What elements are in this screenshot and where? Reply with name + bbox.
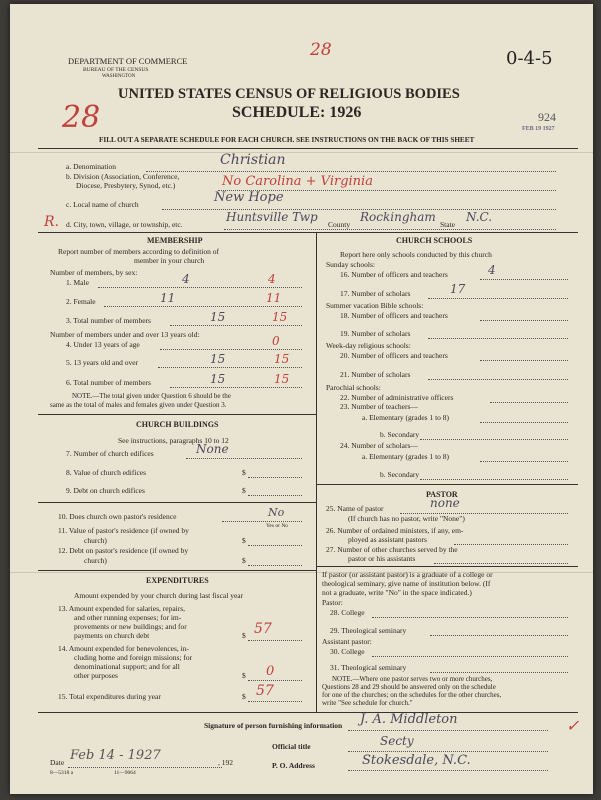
sunday-label: Sunday schools: — [326, 260, 375, 269]
q6-label: 6. Total number of members — [66, 378, 151, 387]
q23-label: 23. Number of teachers— — [340, 402, 418, 411]
by-sex-label: Number of members, by sex: — [50, 268, 138, 277]
q25-value: none — [430, 496, 460, 510]
expenditures-heading: EXPENDITURES — [146, 576, 209, 585]
q3-value: 15 — [210, 310, 226, 324]
division-value: No Carolina + Virginia — [222, 174, 373, 189]
membership-sub1: Report number of members according to definition of — [58, 247, 219, 256]
q2-value-2: 11 — [266, 291, 282, 305]
pastor-note-4: write "See schedule for church." — [322, 699, 413, 707]
q6-value-2: 15 — [274, 372, 290, 386]
age-label: Number of members under and over 13 years old: — [50, 330, 200, 339]
denomination-value: Christian — [220, 152, 286, 168]
membership-sub2: member in your church — [134, 256, 205, 265]
membership-heading: MEMBERSHIP — [147, 236, 203, 245]
q27-label: 27. Number of other churches served by the — [326, 545, 458, 554]
q17-label: 17. Number of scholars — [340, 289, 411, 298]
state-value: N.C. — [466, 210, 493, 224]
q15-value: 57 — [256, 683, 274, 699]
date-label: Date — [50, 758, 65, 767]
q8-label: 8. Value of church edifices — [66, 468, 147, 477]
local-name-value: New Hope — [214, 190, 284, 205]
graduate-line-2: theological seminary, give name of institution below. (If — [322, 579, 491, 588]
left-margin-mark: R. — [44, 214, 59, 230]
q13-label-4: payments on church debt — [74, 631, 150, 640]
stamp-number: 924 — [538, 110, 556, 124]
department-label: DEPARTMENT OF COMMERCE — [68, 56, 188, 66]
instruction-line: FILL OUT A SEPARATE SCHEDULE FOR EACH CHURCH. SEE INSTRUCTIONS ON THE BACK OF THIS SHEET — [99, 136, 475, 144]
q5-value-2: 15 — [274, 352, 290, 366]
q13-label-3: provements or new buildings; and for — [74, 622, 187, 631]
q4-value: 0 — [272, 334, 280, 348]
q1-value-2: 4 — [268, 272, 276, 286]
weekday-label: Week-day religious schools: — [326, 341, 411, 350]
q18-label: 18. Number of officers and teachers — [340, 311, 448, 320]
q16-label: 16. Number of officers and teachers — [340, 270, 448, 279]
q22-label: 22. Number of administrative officers — [340, 393, 454, 402]
q13-label: 13. Amount expended for salaries, repairs, — [58, 604, 186, 613]
q8-dollar: $ — [242, 468, 246, 477]
expenditures-sub: Amount expended by your church during last fiscal year — [74, 591, 244, 600]
q5-value: 15 — [210, 352, 226, 366]
q15-label: 15. Total expenditures during year — [58, 692, 161, 701]
official-title-label: Official title — [272, 742, 311, 751]
top-right-code: 0-4-5 — [506, 48, 553, 69]
q14-label-3: denominational support; and for all — [74, 662, 180, 671]
form-code: 8—5318 a — [50, 770, 74, 776]
address-value: Stokesdale, N.C. — [362, 753, 471, 768]
q11-label: 11. Value of pastor's residence (if owned by — [58, 526, 189, 535]
q31-label: 31. Theological seminary — [330, 663, 407, 672]
denomination-label: a. Denomination — [66, 162, 116, 171]
q11-label-2: church) — [84, 536, 107, 545]
census-schedule-page — [10, 4, 593, 794]
q12-dollar: $ — [242, 556, 246, 565]
official-title-value: Secty — [380, 734, 414, 748]
form-code-2: 11—9064 — [114, 770, 136, 776]
membership-note-2: same as the total of males and females given under Question 3. — [50, 401, 227, 409]
q14-label-2: cluding home and foreign missions; for — [74, 653, 193, 662]
county-value: Rockingham — [360, 210, 436, 224]
form-title: UNITED STATES CENSUS OF RELIGIOUS BODIES — [118, 86, 460, 102]
membership-note-1: NOTE.—The total given under Question 6 should be the — [72, 392, 231, 400]
division-label: b. Division (Association, Conference, — [66, 172, 180, 181]
left-large-number: 28 — [62, 100, 101, 135]
graduate-line-1: If pastor (or assistant pastor) is a graduate of a college or — [322, 570, 493, 579]
q12-label-2: church) — [84, 556, 107, 565]
q13-value: 57 — [254, 621, 272, 637]
q3-value-2: 15 — [272, 310, 288, 324]
q2-value: 11 — [160, 291, 176, 305]
q17-value: 17 — [450, 282, 466, 296]
q13-dollar: $ — [242, 631, 246, 640]
pastor-label: Pastor: — [322, 598, 343, 607]
state-label: State — [440, 220, 455, 229]
q3-label: 3. Total number of members — [66, 316, 151, 325]
q23b-label: b. Secondary — [380, 430, 420, 439]
schools-heading: CHURCH SCHOOLS — [396, 236, 473, 245]
q20-label: 20. Number of officers and teachers — [340, 351, 448, 360]
q25-label: 25. Name of pastor — [326, 504, 384, 513]
division-label-2: Diocese, Presbytery, Synod, etc.) — [76, 181, 176, 190]
q24a-label: a. Elementary (grades 1 to 8) — [362, 452, 450, 461]
q5-label: 5. 13 years old and over — [66, 358, 139, 367]
signature-label: Signature of person furnishing information — [204, 721, 343, 730]
date-value: Feb 14 - 1927 — [70, 748, 161, 763]
schedule-title: SCHEDULE: 1926 — [232, 104, 362, 121]
parochial-label: Parochial schools: — [326, 383, 381, 392]
pastor-note-1: NOTE.—Where one pastor serves two or more churches, — [332, 675, 493, 683]
q28-label: 28. College — [330, 608, 365, 617]
q9-dollar: $ — [242, 486, 246, 495]
q1-value: 4 — [182, 272, 190, 286]
q10-value: No — [268, 506, 285, 519]
date-suffix: , 192 — [218, 758, 233, 767]
q29-label: 29. Theological seminary — [330, 626, 407, 635]
q7-label: 7. Number of church edifices — [66, 449, 154, 458]
q11-dollar: $ — [242, 536, 246, 545]
assistant-label: Assistant pastor: — [322, 637, 372, 646]
q14-dollar: $ — [242, 671, 246, 680]
q24-label: 24. Number of scholars— — [340, 441, 418, 450]
schools-sub: Report here only schools conducted by this church — [340, 250, 492, 259]
q14-label: 14. Amount expended for benevolences, in- — [58, 644, 190, 653]
q2-label: 2. Female — [66, 297, 96, 306]
q25-hint: (If church has no pastor, write "None") — [348, 514, 465, 523]
summer-label: Summer vacation Bible schools: — [326, 301, 424, 310]
buildings-heading: CHURCH BUILDINGS — [136, 420, 219, 429]
local-name-label: c. Local name of church — [66, 200, 139, 209]
q9-label: 9. Debt on church edifices — [66, 486, 145, 495]
q10-hint: Yes or No — [266, 523, 289, 529]
signature-value: J. A. Middleton — [360, 712, 458, 727]
q15-dollar: $ — [242, 692, 246, 701]
bureau-label: BUREAU OF THE CENSUS — [83, 67, 149, 73]
q23a-label: a. Elementary (grades 1 to 8) — [362, 413, 450, 422]
q26-label: 26. Number of ordained ministers, if any, em- — [326, 526, 464, 535]
q6-value: 15 — [210, 372, 226, 386]
county-label: County — [328, 220, 351, 229]
q24b-label: b. Secondary — [380, 470, 420, 479]
pastor-heading: PASTOR — [426, 490, 458, 499]
q7-value: None — [196, 442, 229, 456]
q19-label: 19. Number of scholars — [340, 329, 411, 338]
address-label: P. O. Address — [272, 761, 315, 770]
q16-value: 4 — [488, 263, 496, 277]
buildings-sub: See instructions, paragraphs 10 to 12 — [118, 436, 229, 445]
city-label: WASHINGTON — [102, 74, 136, 79]
pastor-note-3: for one of the churches; on the schedules for the other churches, — [322, 691, 502, 699]
pastor-note-2: Questions 28 and 29 should be answered only on the schedule — [322, 683, 496, 691]
top-center-number: 28 — [310, 40, 332, 60]
q4-label: 4. Under 13 years of age — [66, 340, 140, 349]
q21-label: 21. Number of scholars — [340, 370, 411, 379]
q26-label-2: ployed as assistant pastors — [348, 535, 427, 544]
q14-value: 0 — [266, 664, 275, 679]
q1-label: 1. Male — [66, 278, 89, 287]
township-value: Huntsville Twp — [226, 210, 318, 224]
q30-label: 30. College — [330, 647, 365, 656]
city-township-label: d. City, town, village, or township, etc. — [66, 220, 183, 229]
check-mark: ✓ — [566, 716, 580, 735]
q13-label-2: and other running expenses; for im- — [74, 613, 182, 622]
stamp-date: FEB 19 1927 — [522, 126, 555, 132]
q27-label-2: pastor or his assistants — [348, 554, 416, 563]
q14-label-4: other purposes — [74, 671, 118, 680]
q12-label: 12. Debt on pastor's residence (if owned by — [58, 546, 189, 555]
graduate-line-3: not a graduate, write "No" in the space indicated.) — [322, 588, 472, 597]
q10-label: 10. Does church own pastor's residence — [58, 512, 177, 521]
